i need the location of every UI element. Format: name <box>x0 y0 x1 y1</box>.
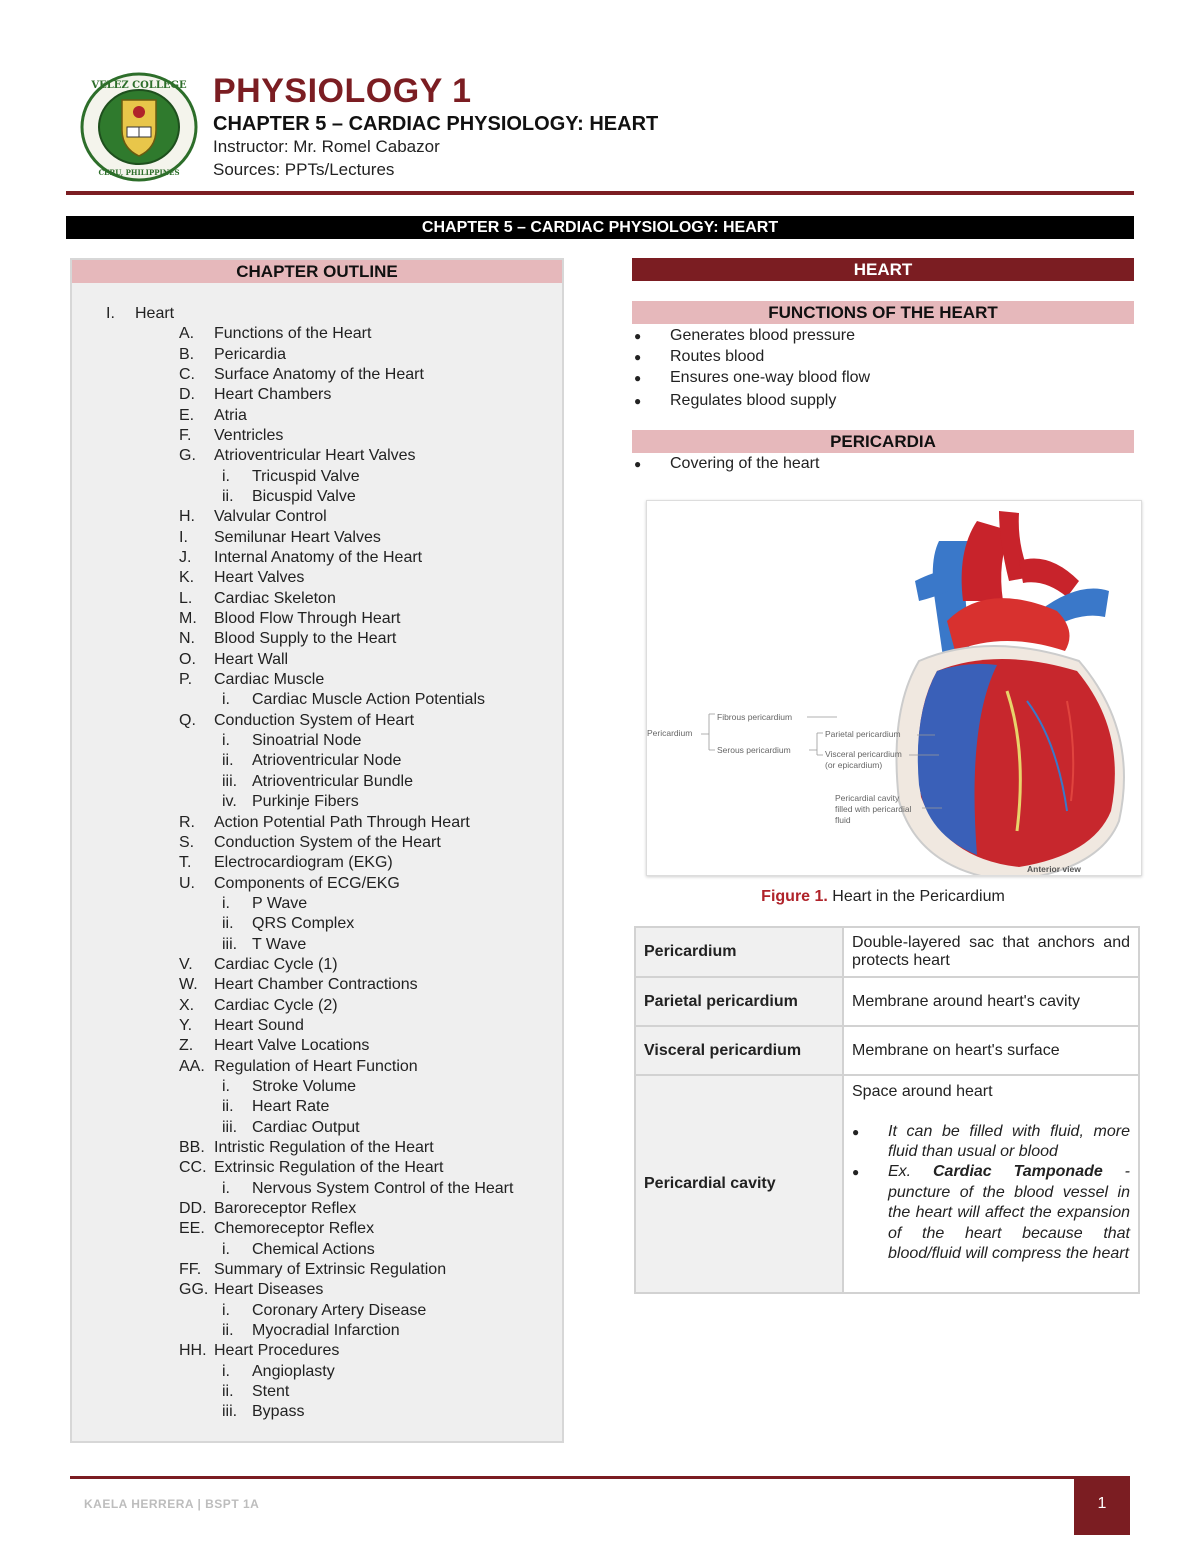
outline-item-number: i. <box>222 894 230 912</box>
outline-item-label: Bicuspid Valve <box>252 488 356 506</box>
label-cavity-3: fluid <box>835 815 851 825</box>
outline-item-number: J. <box>179 549 192 567</box>
outline-item-number: O. <box>179 650 196 668</box>
table-definition: Double-layered sac that anchors and protects heart <box>843 927 1139 977</box>
outline-item-label: Cardiac Muscle Action Potentials <box>252 691 485 709</box>
outline-item-number: DD. <box>179 1199 207 1217</box>
outline-item-label: Valvular Control <box>214 508 327 526</box>
outline-item-label: Internal Anatomy of the Heart <box>214 549 423 567</box>
outline-item-label: T Wave <box>252 935 307 953</box>
outline-item-number: W. <box>179 976 198 994</box>
bullet-icon: ● <box>852 1165 860 1179</box>
outline-item-label: Extrinsic Regulation of the Heart <box>214 1159 444 1177</box>
outline-item-number: i. <box>222 691 230 709</box>
outline-item-label: Cardiac Muscle <box>214 671 325 689</box>
outline-item-number: ii. <box>222 752 234 770</box>
outline-item-label: Tricuspid Valve <box>252 467 360 485</box>
heart-section-heading: HEART <box>632 258 1134 281</box>
label-parietal: Parietal pericardium <box>825 729 901 739</box>
outline-item-number: M. <box>179 610 197 628</box>
outline-item-label: Electrocardiogram (EKG) <box>214 854 393 872</box>
label-cavity: Pericardial cavity <box>835 793 900 803</box>
chapter-subtitle: CHAPTER 5 – CARDIAC PHYSIOLOGY: HEART <box>213 113 659 135</box>
outline-item-label: Functions of the Heart <box>214 325 372 343</box>
outline-item-label: Regulation of Heart Function <box>214 1057 418 1075</box>
cavity-note: ● It can be filled with fluid, more fluid than usual or blood <box>852 1123 1130 1160</box>
outline-item-label: Stroke Volume <box>252 1077 357 1095</box>
pericardium-table <box>634 926 1140 1294</box>
outline-item-number: HH. <box>179 1342 207 1360</box>
outline-item-number: iii. <box>222 935 238 953</box>
outline-item-label: Cardiac Cycle (2) <box>214 996 338 1014</box>
outline-item-label: Purkinje Fibers <box>252 793 359 811</box>
outline-item-number: Y. <box>179 1016 193 1034</box>
outline-item-number: BB. <box>179 1138 205 1156</box>
table-term: Pericardial cavity <box>635 1075 843 1293</box>
pericardia-heading: PERICARDIA <box>632 430 1134 453</box>
bullet-icon: ● <box>634 371 642 385</box>
outline-item-label: Cardiac Output <box>252 1118 360 1136</box>
label-cavity-2: filled with pericardial <box>835 804 912 814</box>
outline-item-number: I. <box>106 305 115 322</box>
outline-item-label: Coronary Artery Disease <box>252 1301 427 1319</box>
cavity-example: ● Ex. Cardiac Tamponade - puncture of the blood vessel in the heart will affect the expansion of the heart because that blood/fluid will compress the heart <box>852 1163 1130 1262</box>
heart-pericardium-figure <box>646 500 1142 876</box>
label-pericardium: Pericardium <box>647 728 693 738</box>
label-visceral: Visceral pericardium <box>825 749 902 759</box>
outline-item-number: EE. <box>179 1220 205 1238</box>
outline-item-number: V. <box>179 955 193 973</box>
outline-item-label: Chemoreceptor Reflex <box>214 1220 375 1238</box>
bullet-icon: ● <box>634 394 642 408</box>
outline-item-number: i. <box>222 1301 230 1319</box>
outline-item-number: i. <box>222 467 230 485</box>
outline-item-number: i. <box>222 1077 230 1095</box>
outline-item-label: Angioplasty <box>252 1362 335 1380</box>
bullet-icon: ● <box>634 350 642 364</box>
outline-item-number: i. <box>222 1240 230 1258</box>
outline-item-number: i. <box>222 1362 230 1380</box>
outline-item-number: C. <box>179 366 195 384</box>
outline-item-number: ii. <box>222 915 234 933</box>
outline-item-label: Nervous System Control of the Heart <box>252 1179 514 1197</box>
outline-item-number: i. <box>222 1179 230 1197</box>
outline-item-number: AA. <box>179 1057 205 1075</box>
outline-item-label: Heart Valve Locations <box>214 1037 370 1055</box>
outline-item-number: D. <box>179 386 195 404</box>
outline-item-number: P. <box>179 671 193 689</box>
outline-item-label: Atria <box>214 406 247 424</box>
sources-line: Sources: PPTs/Lectures <box>213 160 395 179</box>
outline-item-number: N. <box>179 630 195 648</box>
outline-item-label: Heart Procedures <box>214 1342 340 1360</box>
table-term: Pericardium <box>635 927 843 977</box>
outline-item-number: iii. <box>222 772 238 790</box>
outline-item-number: ii. <box>222 488 234 506</box>
bullet-icon: ● <box>634 329 642 343</box>
footer-divider <box>70 1476 1130 1479</box>
table-term: Parietal pericardium <box>635 977 843 1026</box>
label-view: Anterior view <box>1027 864 1081 874</box>
outline-item-number: I. <box>179 528 188 546</box>
outline-item-number: iii. <box>222 1118 238 1136</box>
outline-item-label: Chemical Actions <box>252 1240 375 1258</box>
outline-item-label: Heart Diseases <box>214 1281 324 1299</box>
bullet-icon: ● <box>634 457 642 471</box>
figure-caption-label: Figure 1. <box>761 888 828 905</box>
table-term: Visceral pericardium <box>635 1026 843 1075</box>
outline-item-label: Heart Chambers <box>214 386 332 404</box>
outline-item-label: Summary of Extrinsic Regulation <box>214 1260 447 1278</box>
outline-item-number: E. <box>179 406 195 424</box>
outline-item-number: iv. <box>222 793 237 811</box>
label-fibrous: Fibrous pericardium <box>717 712 793 722</box>
table-row <box>635 977 1139 1026</box>
outline-item-number: F. <box>179 427 192 445</box>
table-row <box>635 1026 1139 1075</box>
outline-item-label: Heart Wall <box>214 650 289 668</box>
svg-text:CEBU, PHILIPPINES: CEBU, PHILIPPINES <box>98 168 180 177</box>
outline-item-number: ii. <box>222 1098 234 1116</box>
outline-item-number: Z. <box>179 1037 194 1055</box>
table-row <box>635 1075 1139 1293</box>
svg-text:VELEZ COLLEGE: VELEZ COLLEGE <box>91 80 187 91</box>
outline-item-label: Bypass <box>252 1403 305 1421</box>
outline-item-number: A. <box>179 325 195 343</box>
chapter-outline-heading: CHAPTER OUTLINE <box>72 260 562 283</box>
outline-item-number: ii. <box>222 1322 234 1339</box>
outline-item-label: Components of ECG/EKG <box>214 874 400 892</box>
outline-item-label: Conduction System of the Heart <box>214 833 441 851</box>
table-definition <box>843 1075 1139 1293</box>
outline-item-label: Sinoatrial Node <box>252 732 362 750</box>
outline-item-number: GG. <box>179 1281 209 1299</box>
label-serous: Serous pericardium <box>717 745 791 755</box>
outline-item-label: Ventricles <box>214 427 284 445</box>
outline-item-label: QRS Complex <box>252 915 355 933</box>
instructor-line: Instructor: Mr. Romel Cabazor <box>213 137 440 156</box>
outline-item-label: Atrioventricular Heart Valves <box>214 447 416 465</box>
outline-item-number: G. <box>179 447 196 465</box>
outline-item-label: Myocradial Infarction <box>252 1322 400 1339</box>
outline-item-label: Cardiac Cycle (1) <box>214 955 338 973</box>
outline-item-label: Heart Sound <box>214 1016 304 1034</box>
outline-item-label: Intristic Regulation of the Heart <box>214 1138 434 1156</box>
outline-item-number: U. <box>179 874 195 892</box>
label-visceral-alt: (or epicardium) <box>825 760 883 770</box>
outline-item-label: Heart <box>135 305 175 322</box>
outline-item-number: S. <box>179 833 195 851</box>
table-definition: Membrane around heart's cavity <box>843 977 1139 1026</box>
figure-caption <box>632 888 1134 906</box>
outline-item-number: iii. <box>222 1403 238 1421</box>
outline-item-label: Semilunar Heart Valves <box>214 528 381 546</box>
table-definition: Membrane on heart's surface <box>843 1026 1139 1075</box>
footer-author: KAELA HERRERA | BSPT 1A <box>84 1497 260 1511</box>
outline-item-number: T. <box>179 854 192 872</box>
course-title: PHYSIOLOGY 1 <box>213 72 472 110</box>
outline-item-label: Stent <box>252 1383 290 1401</box>
outline-item-number: i. <box>222 732 230 750</box>
outline-item-number: Q. <box>179 711 196 729</box>
outline-item-number: X. <box>179 996 195 1014</box>
outline-item-label: P Wave <box>252 894 308 912</box>
outline-item-number: B. <box>179 345 195 363</box>
outline-item-label: Cardiac Skeleton <box>214 589 336 607</box>
outline-item-label: Atrioventricular Node <box>252 752 402 770</box>
outline-item-number: ii. <box>222 1383 234 1401</box>
outline-item-label: Action Potential Path Through Heart <box>214 813 470 831</box>
college-logo <box>80 72 198 182</box>
chapter-banner: CHAPTER 5 – CARDIAC PHYSIOLOGY: HEART <box>66 216 1134 239</box>
outline-item-label: Heart Chamber Contractions <box>214 976 418 994</box>
outline-item-number: CC. <box>179 1159 207 1177</box>
outline-item-label: Blood Flow Through Heart <box>214 610 401 628</box>
outline-item-label: Conduction System of Heart <box>214 711 415 729</box>
functions-heading: FUNCTIONS OF THE HEART <box>632 301 1134 324</box>
outline-item-label: Heart Rate <box>252 1098 330 1116</box>
table-row <box>635 927 1139 977</box>
outline-item-label: Atrioventricular Bundle <box>252 772 413 790</box>
outline-item-number: R. <box>179 813 195 831</box>
outline-item-label: Baroreceptor Reflex <box>214 1199 357 1217</box>
bullet-icon: ● <box>852 1125 860 1139</box>
heart-illustration <box>897 511 1125 876</box>
page-number: 1 <box>1074 1479 1130 1535</box>
outline-item-label: Heart Valves <box>214 569 305 587</box>
outline-item-number: L. <box>179 589 193 607</box>
outline-item-label: Surface Anatomy of the Heart <box>214 366 424 384</box>
outline-item-number: FF. <box>179 1260 202 1278</box>
figure-caption-text: Heart in the Pericardium <box>827 888 1005 905</box>
cavity-definition: Space around heart <box>852 1083 993 1100</box>
outline-item-label: Pericardia <box>214 345 287 363</box>
outline-item-number: H. <box>179 508 195 526</box>
outline-item-label: Blood Supply to the Heart <box>214 630 397 648</box>
outline-item-number: K. <box>179 569 195 587</box>
header-divider <box>66 191 1134 195</box>
